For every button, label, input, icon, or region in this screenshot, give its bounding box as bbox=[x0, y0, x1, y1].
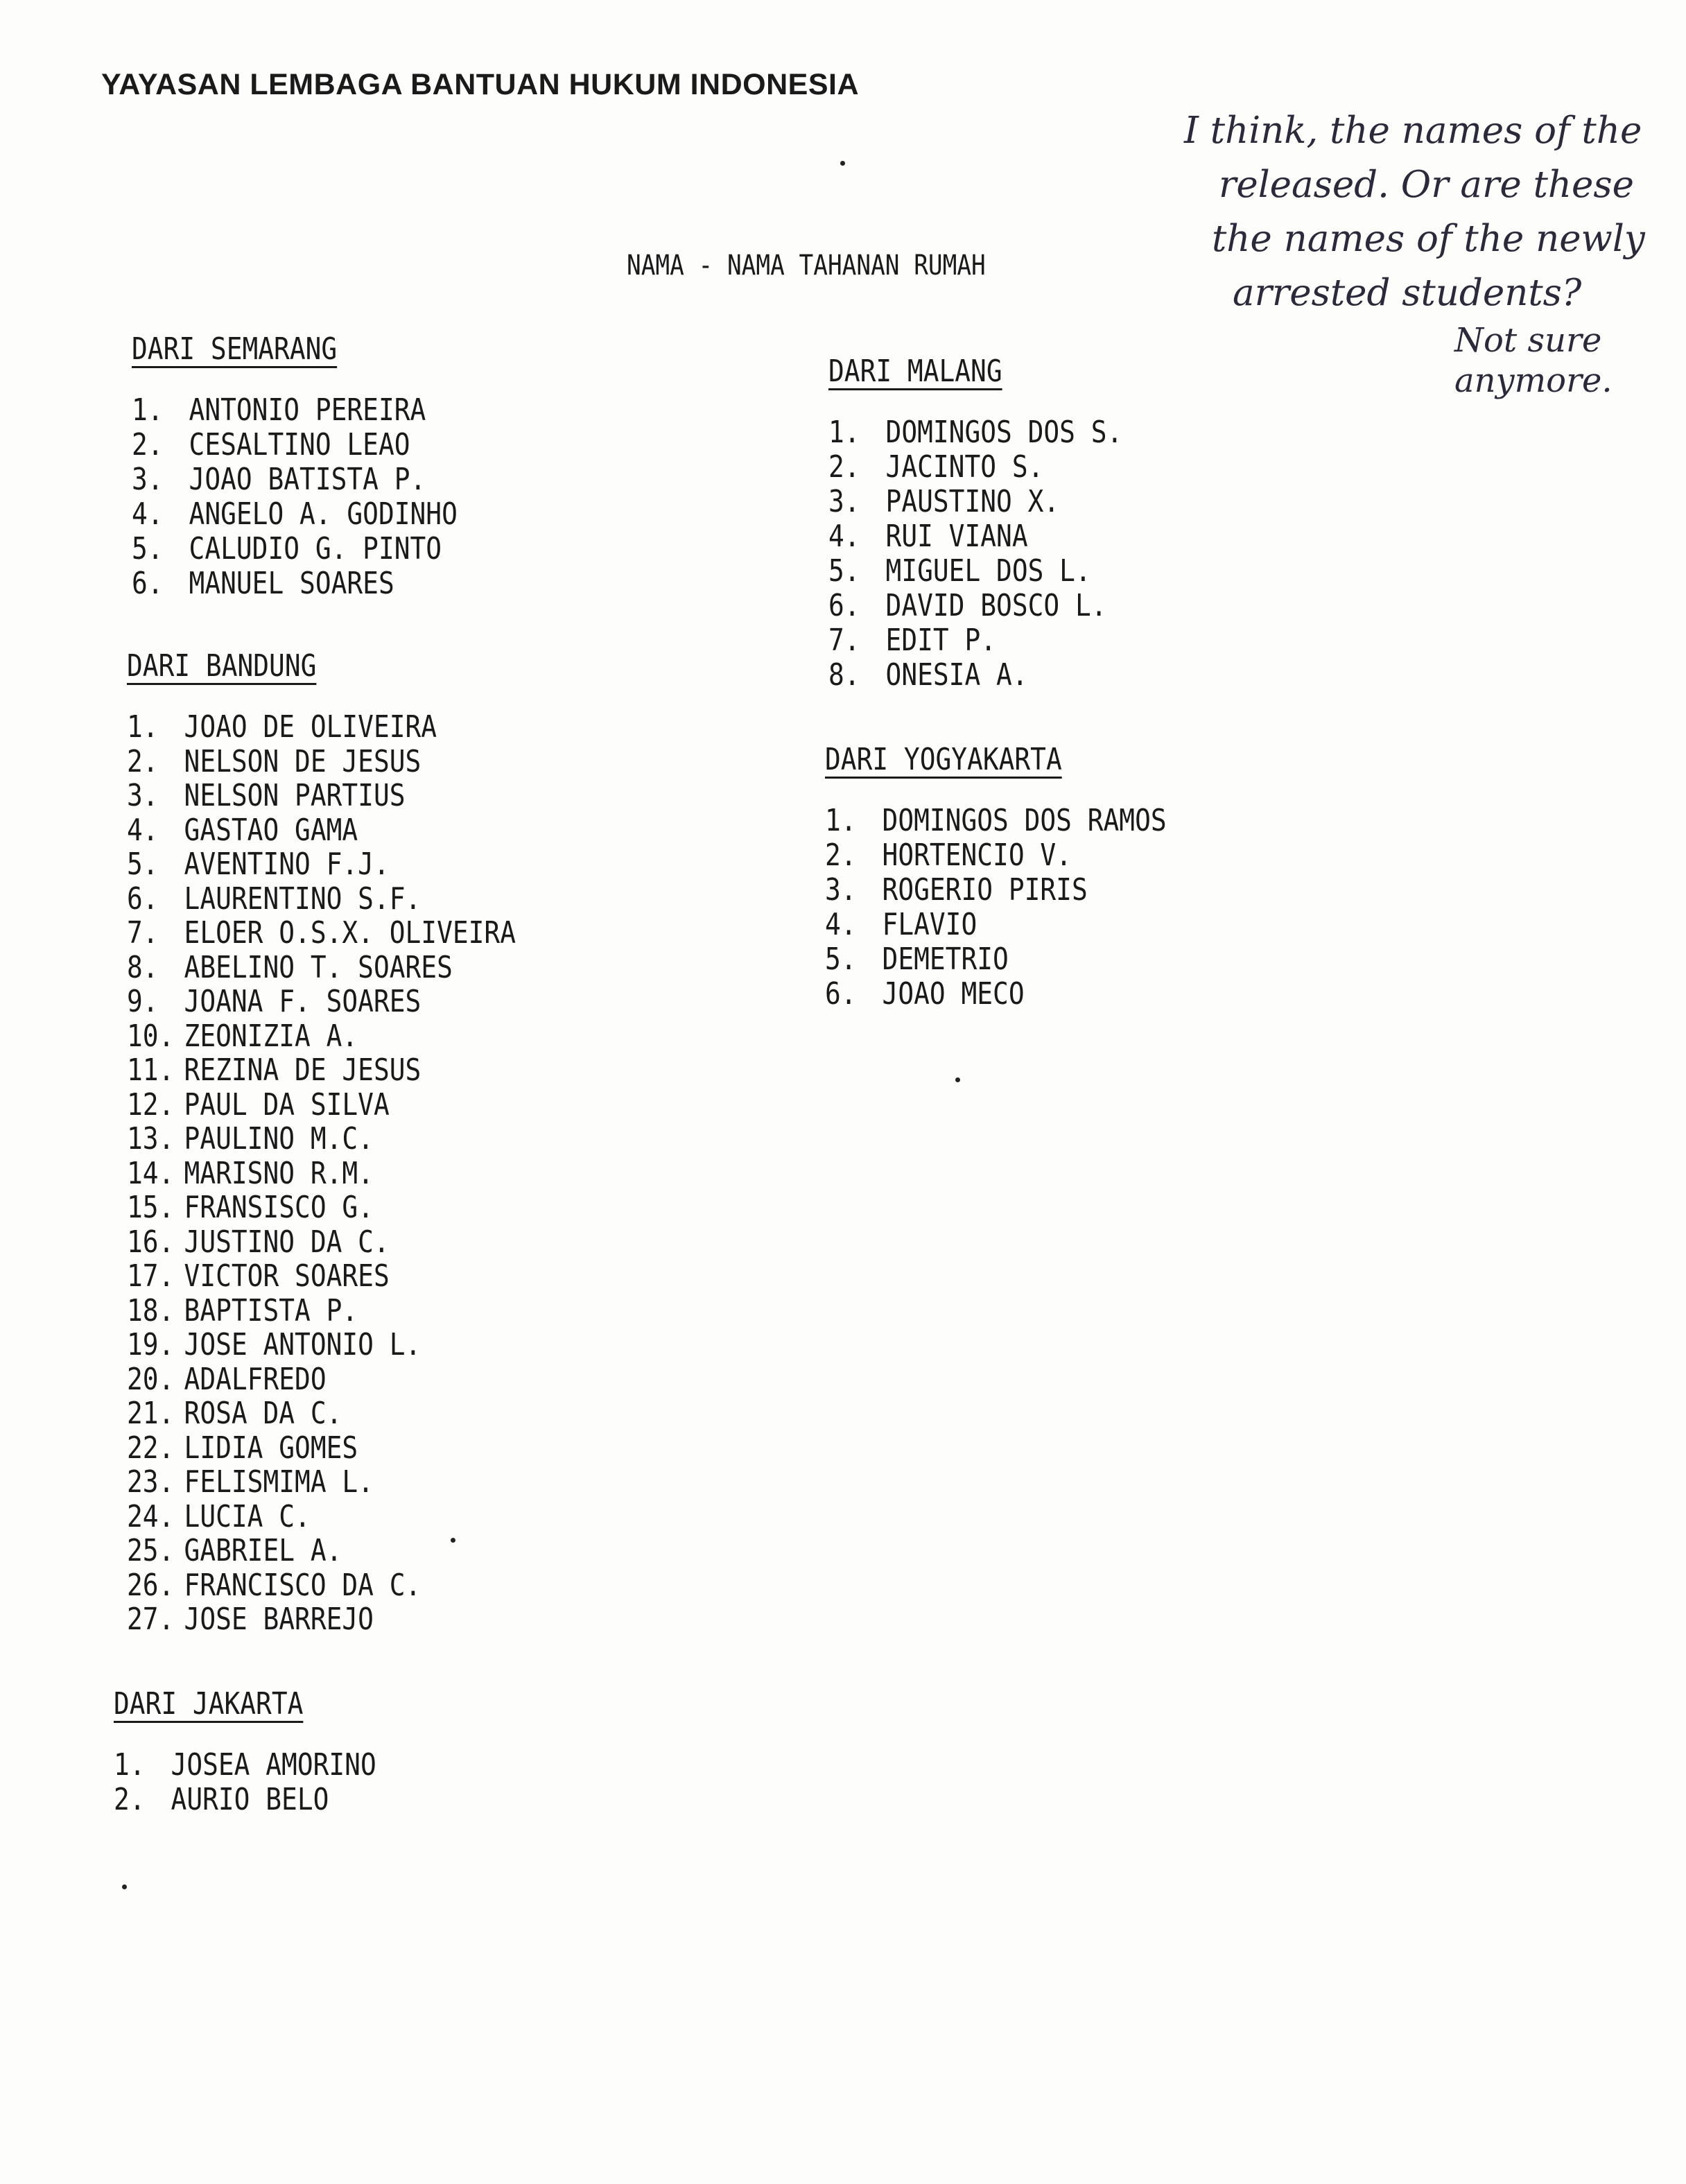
list-item bbox=[127, 1465, 516, 1500]
section-semarang bbox=[132, 331, 510, 601]
section-heading: DARI MALANG bbox=[828, 354, 1002, 389]
list-item bbox=[127, 1088, 516, 1123]
item-name: RUI VIANA bbox=[885, 519, 1028, 554]
item-name: JOANA F. SOARES bbox=[184, 984, 422, 1019]
item-number: 19. bbox=[127, 1327, 175, 1362]
item-name: BAPTISTA P. bbox=[184, 1292, 358, 1328]
item-number: 2. bbox=[828, 449, 860, 485]
item-number: 1. bbox=[132, 392, 164, 428]
item-number: 10. bbox=[127, 1018, 175, 1054]
item-number: 24. bbox=[127, 1498, 175, 1534]
section-heading: DARI JAKARTA bbox=[114, 1686, 304, 1722]
item-number: 1. bbox=[127, 709, 159, 745]
item-name: JACINTO S. bbox=[885, 449, 1044, 485]
list-item bbox=[825, 804, 1167, 838]
item-number: 15. bbox=[127, 1190, 175, 1225]
item-name: GABRIEL A. bbox=[184, 1533, 342, 1568]
list-item bbox=[127, 1396, 516, 1431]
list-item bbox=[127, 882, 516, 917]
scan-speck bbox=[840, 161, 845, 166]
list-item bbox=[127, 745, 516, 779]
item-name: PAUSTINO X. bbox=[885, 484, 1060, 519]
list-item bbox=[132, 393, 458, 428]
note-line: the names of the newly bbox=[1212, 218, 1645, 260]
list-item bbox=[127, 710, 516, 745]
item-name: JOSEA AMORINO bbox=[171, 1747, 376, 1783]
item-number: 25. bbox=[127, 1533, 175, 1568]
list-item bbox=[127, 1259, 516, 1294]
item-number: 1. bbox=[825, 803, 857, 838]
list-item bbox=[127, 1568, 516, 1603]
item-name: EDIT P. bbox=[885, 623, 997, 658]
list-item bbox=[127, 985, 516, 1019]
item-name: VICTOR SOARES bbox=[184, 1258, 390, 1294]
item-name: ADALFREDO bbox=[184, 1361, 327, 1397]
item-name: JOAO DE OLIVEIRA bbox=[184, 709, 437, 745]
item-name: ANTONIO PEREIRA bbox=[189, 392, 426, 428]
list-item bbox=[114, 1748, 376, 1783]
name-list bbox=[127, 710, 579, 1637]
list-item bbox=[825, 977, 1167, 1012]
item-number: 6. bbox=[825, 976, 857, 1012]
note-line: Not sure bbox=[1454, 321, 1602, 360]
list-item bbox=[127, 951, 516, 985]
list-item bbox=[127, 1122, 516, 1156]
item-number: 4. bbox=[127, 812, 159, 848]
note-line: released. Or are these bbox=[1219, 164, 1634, 206]
list-item bbox=[132, 497, 458, 532]
item-name: MARISNO R.M. bbox=[184, 1155, 374, 1191]
item-number: 7. bbox=[127, 915, 159, 951]
section-yogyakarta bbox=[825, 742, 1222, 1012]
letterhead: YAYASAN LEMBAGA BANTUAN HUKUM INDONESIA bbox=[101, 68, 860, 101]
list-item bbox=[127, 1225, 516, 1260]
item-name: FRANCISCO DA C. bbox=[184, 1567, 422, 1603]
section-heading: DARI YOGYAKARTA bbox=[825, 742, 1062, 777]
item-number: 14. bbox=[127, 1155, 175, 1191]
item-name: DOMINGOS DOS RAMOS bbox=[882, 803, 1167, 838]
list-item bbox=[127, 1362, 516, 1397]
list-item bbox=[828, 589, 1122, 623]
item-name: PAUL DA SILVA bbox=[184, 1086, 390, 1123]
list-item bbox=[127, 1602, 516, 1637]
list-item bbox=[127, 1328, 516, 1362]
item-name: LIDIA GOMES bbox=[184, 1430, 358, 1466]
item-number: 5. bbox=[127, 847, 159, 882]
item-number: 9. bbox=[127, 984, 159, 1019]
item-name: FELISMIMA L. bbox=[184, 1464, 374, 1500]
list-item bbox=[828, 519, 1122, 554]
list-item bbox=[114, 1783, 376, 1817]
list-item bbox=[828, 485, 1122, 519]
list-item bbox=[828, 623, 1122, 658]
item-number: 5. bbox=[132, 531, 164, 566]
list-item bbox=[127, 1500, 516, 1534]
item-name: ANGELO A. GODINHO bbox=[189, 496, 458, 532]
item-name: AVENTINO F.J. bbox=[184, 847, 390, 882]
section-heading: DARI SEMARANG bbox=[132, 331, 338, 367]
section-malang bbox=[828, 354, 1170, 693]
list-item bbox=[825, 838, 1167, 873]
item-name: CESALTINO LEAO bbox=[189, 427, 410, 462]
section-bandung bbox=[127, 648, 579, 1637]
item-number: 3. bbox=[127, 778, 159, 813]
list-item bbox=[828, 415, 1122, 450]
item-name: LUCIA C. bbox=[184, 1498, 311, 1534]
item-name: ROSA DA C. bbox=[184, 1396, 342, 1431]
item-number: 8. bbox=[828, 657, 860, 693]
name-list bbox=[114, 1748, 419, 1817]
list-item bbox=[127, 1019, 516, 1054]
item-name: DOMINGOS DOS S. bbox=[885, 415, 1123, 450]
list-item bbox=[132, 428, 458, 462]
item-number: 13. bbox=[127, 1121, 175, 1156]
item-number: 17. bbox=[127, 1258, 175, 1294]
scan-speck bbox=[955, 1077, 960, 1082]
list-item bbox=[132, 566, 458, 601]
item-number: 20. bbox=[127, 1361, 175, 1397]
item-number: 2. bbox=[127, 743, 159, 779]
item-name: JOSE ANTONIO L. bbox=[184, 1327, 422, 1362]
item-name: JUSTINO DA C. bbox=[184, 1224, 390, 1260]
scan-speck bbox=[122, 1884, 127, 1889]
item-name: NELSON DE JESUS bbox=[184, 743, 422, 779]
list-item bbox=[127, 779, 516, 813]
item-number: 27. bbox=[127, 1602, 175, 1637]
list-item bbox=[132, 462, 458, 497]
list-item bbox=[127, 1156, 516, 1191]
list-item bbox=[127, 1190, 516, 1225]
item-number: 1. bbox=[828, 415, 860, 450]
item-number: 12. bbox=[127, 1086, 175, 1123]
item-number: 23. bbox=[127, 1464, 175, 1500]
item-name: NELSON PARTIUS bbox=[184, 778, 406, 813]
item-number: 3. bbox=[828, 484, 860, 519]
item-name: AURIO BELO bbox=[171, 1781, 329, 1817]
list-item bbox=[127, 916, 516, 951]
item-name: JOSE BARREJO bbox=[184, 1602, 374, 1637]
item-number: 22. bbox=[127, 1430, 175, 1466]
item-name: FLAVIO bbox=[882, 907, 977, 942]
list-item bbox=[127, 1534, 516, 1568]
item-number: 5. bbox=[828, 553, 860, 589]
list-item bbox=[132, 532, 458, 566]
item-number: 4. bbox=[825, 907, 857, 942]
item-number: 1. bbox=[114, 1747, 146, 1783]
item-number: 6. bbox=[132, 566, 164, 601]
name-list bbox=[828, 415, 1170, 693]
item-number: 7. bbox=[828, 623, 860, 658]
list-item bbox=[828, 450, 1122, 485]
list-item bbox=[127, 847, 516, 882]
item-name: LAURENTINO S.F. bbox=[184, 881, 422, 917]
item-number: 11. bbox=[127, 1052, 175, 1088]
item-name: DEMETRIO bbox=[882, 942, 1009, 977]
item-name: DAVID BOSCO L. bbox=[885, 588, 1107, 623]
section-heading: DARI BANDUNG bbox=[127, 648, 317, 684]
item-number: 4. bbox=[828, 519, 860, 554]
name-list bbox=[825, 804, 1222, 1012]
name-list bbox=[132, 393, 510, 601]
scan-speck bbox=[451, 1538, 455, 1543]
item-name: ABELINO T. SOARES bbox=[184, 949, 453, 985]
item-name: CALUDIO G. PINTO bbox=[189, 531, 442, 566]
item-name: JOAO BATISTA P. bbox=[189, 462, 426, 497]
item-name: ZEONIZIA A. bbox=[184, 1018, 358, 1054]
item-number: 26. bbox=[127, 1567, 175, 1603]
list-item bbox=[828, 554, 1122, 589]
item-number: 2. bbox=[825, 838, 857, 873]
list-item bbox=[127, 1431, 516, 1466]
item-number: 2. bbox=[132, 427, 164, 462]
item-name: ELOER O.S.X. OLIVEIRA bbox=[184, 915, 516, 951]
item-name: GASTAO GAMA bbox=[184, 812, 358, 848]
section-jakarta bbox=[114, 1686, 419, 1817]
item-number: 4. bbox=[132, 496, 164, 532]
item-number: 3. bbox=[132, 462, 164, 497]
item-number: 21. bbox=[127, 1396, 175, 1431]
note-line: anymore. bbox=[1454, 361, 1613, 400]
item-name: FRANSISCO G. bbox=[184, 1190, 374, 1225]
item-name: PAULINO M.C. bbox=[184, 1121, 374, 1156]
item-name: MIGUEL DOS L. bbox=[885, 553, 1091, 589]
item-name: ONESIA A. bbox=[885, 657, 1028, 693]
list-item bbox=[127, 1294, 516, 1328]
list-item bbox=[127, 813, 516, 848]
note-line: arrested students? bbox=[1233, 272, 1582, 314]
list-item bbox=[825, 908, 1167, 942]
item-number: 6. bbox=[127, 881, 159, 917]
item-name: REZINA DE JESUS bbox=[184, 1052, 422, 1088]
page-title: NAMA - NAMA TAHANAN RUMAH bbox=[627, 250, 986, 281]
item-name: ROGERIO PIRIS bbox=[882, 872, 1088, 908]
handwritten-note bbox=[1177, 104, 1662, 401]
item-number: 2. bbox=[114, 1781, 146, 1817]
item-name: MANUEL SOARES bbox=[189, 566, 394, 601]
note-line: I think, the names of the bbox=[1184, 110, 1642, 152]
item-number: 6. bbox=[828, 588, 860, 623]
item-name: JOAO MECO bbox=[882, 976, 1025, 1012]
item-number: 5. bbox=[825, 942, 857, 977]
item-number: 16. bbox=[127, 1224, 175, 1260]
item-number: 18. bbox=[127, 1292, 175, 1328]
list-item bbox=[828, 658, 1122, 693]
item-number: 8. bbox=[127, 949, 159, 985]
list-item bbox=[127, 1053, 516, 1088]
list-item bbox=[825, 873, 1167, 908]
item-name: HORTENCIO V. bbox=[882, 838, 1072, 873]
list-item bbox=[825, 942, 1167, 977]
item-number: 3. bbox=[825, 872, 857, 908]
